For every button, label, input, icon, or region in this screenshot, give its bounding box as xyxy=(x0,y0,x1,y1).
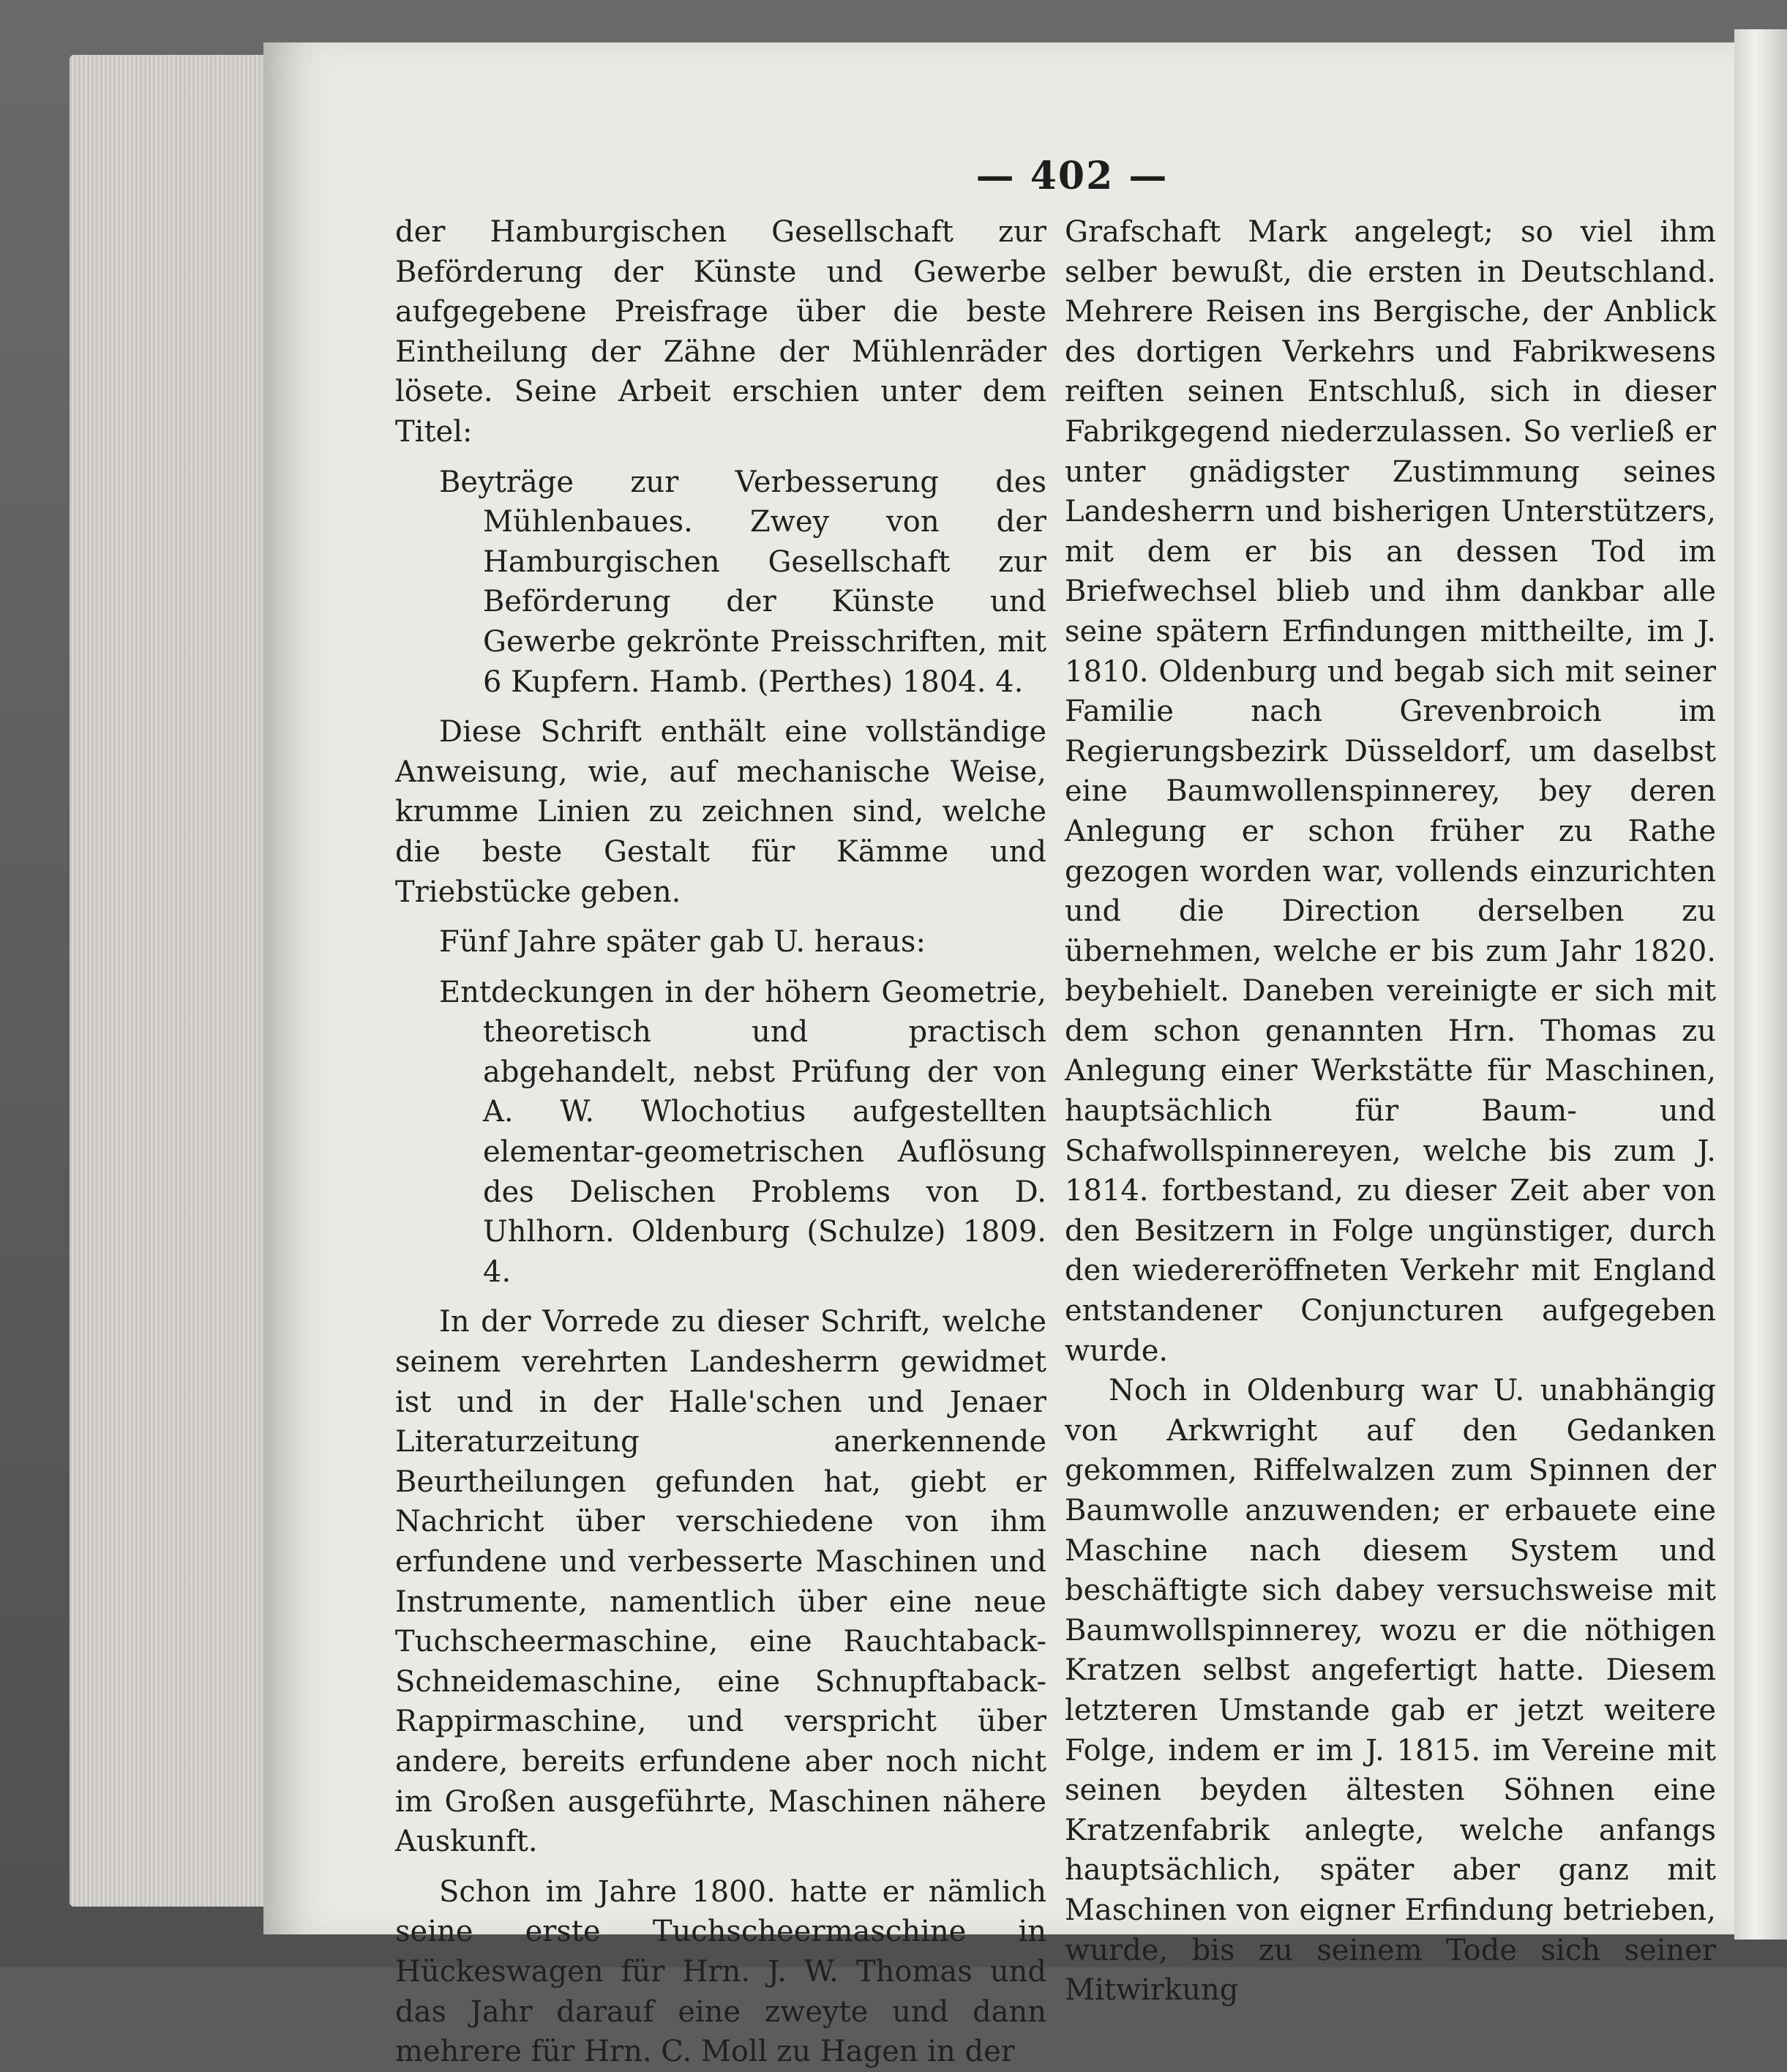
book-title-citation: Entdeckungen in der höhern Geometrie, theoretisch und practisch abgehandelt, nebst Prüfung der von A. W. Wlochotius aufgestellten elementar-geometrischen Auflösung des Delischen Problems von D. Uhlhorn. Oldenburg (Schulze) 1809. 4. xyxy=(439,975,1046,1289)
book-title-citation: Beyträge zur Verbesserung des Mühlenbaues. Zwey von der Hamburgischen Gesellschaft zur Beförderung der Künste und Gewerbe gekrönte Preisschriften, mit 6 Kupfern. Hamb. (Perthes) 1804. 4. xyxy=(439,465,1046,699)
paragraph: der Hamburgischen Gesellschaft zur Beförderung der Künste und Gewerbe aufgegebene Preisfrage über die beste Eintheilung der Zähne der Mühlenräder lösete. Seine Arbeit erschien unter dem Titel: xyxy=(395,215,1046,449)
right-text-column xyxy=(1065,212,1716,2011)
page-number-header: — 402 — xyxy=(975,154,1169,198)
left-text-column xyxy=(395,212,1046,2072)
paragraph: Diese Schrift enthält eine vollständige Anweisung, wie, auf mechanische Weise, krumme Linien zu zeichnen sind, welche die beste Gestalt für Kämme und Triebstücke geben. xyxy=(395,715,1046,909)
paragraph: Noch in Oldenburg war U. unabhängig von Arkwright auf den Gedanken gekommen, Riffelwalzen zum Spinnen der Baumwolle anzuwenden; er erbauete eine Maschine nach diesem System und beschäftigte sich dabey versuchsweise mit Baumwollspinnerey, wozu er die nöthigen Kratzen selbst angefertigt hatte. Diesem letzteren Umstande gab er jetzt weitere Folge, indem er im J. 1815. im Vereine mit seinen beyden ältesten Söhnen eine Kratzenfabrik anlegte, welche anfangs hauptsächlich, später aber ganz mit Maschinen von eigner Erfindung betrieben, wurde, bis zu seinem Tode sich seiner Mitwirkung xyxy=(1065,1374,1716,2008)
paragraph: Fünf Jahre später gab U. heraus: xyxy=(439,925,926,960)
paragraph: Grafschaft Mark angelegt; so viel ihm selber bewußt, die ersten in Deutschland. Mehrere Reisen ins Bergische, der Anblick des dortigen Verkehrs und Fabrikwesens reiften seinen Entschluß, sich in dieser Fabrikgegend niederzulassen. So verließ er unter gnädigster Zustimmung seines Landesherrn und bisherigen Unterstützers, mit dem er bis an dessen Tod im Briefwechsel blieb und ihm dankbar alle seine spätern Erfindungen mittheilte, im J. 1810. Oldenburg und begab sich mit seiner Familie nach Grevenbroich im Regierungsbezirk Düsseldorf, um daselbst eine Baumwollenspinnerey, bey deren Anlegung er schon früher zu Rathe gezogen worden war, vollends einzurichten und die Direction derselben zu übernehmen, welche er bis zum Jahr 1820. beybehielt. Daneben vereinigte er sich mit dem schon genannten Hrn. Thomas zu Anlegung einer Werkstätte für Maschinen, hauptsächlich für Baum- und Schafwollspinnereyen, welche bis zum J. 1814. fortbestand, zu dieser Zeit aber von den Besitzern in Folge ungünstiger, durch den wiedereröffneten Verkehr mit England entstandener Conjuncturen aufgegeben wurde. xyxy=(1065,215,1716,1368)
facing-page-edge xyxy=(1734,29,1787,1940)
book-page-edges xyxy=(70,55,289,1907)
paragraph: Schon im Jahre 1800. hatte er nämlich seine erste Tuchscheermaschine in Hückeswagen für Hrn. J. W. Thomas und das Jahr darauf eine zweyte und dann mehrere für Hrn. C. Moll zu Hagen in der xyxy=(395,1874,1046,2069)
paragraph: In der Vorrede zu dieser Schrift, welche seinem verehrten Landesherrn gewidmet ist und in der Halle'schen und Jenaer Literaturzeitung anerkennende Beurtheilungen gefunden hat, giebt er Nachricht über verschiedene von ihm erfundene und verbesserte Maschinen und Instrumente, namentlich über eine neue Tuchscheermaschine, eine Rauchtaback-Schneidemaschine, eine Schnupftaback-Rappirmaschine, und verspricht über andere, bereits erfundene aber noch nicht im Großen ausgeführte, Maschinen nähere Auskunft. xyxy=(395,1305,1046,1859)
